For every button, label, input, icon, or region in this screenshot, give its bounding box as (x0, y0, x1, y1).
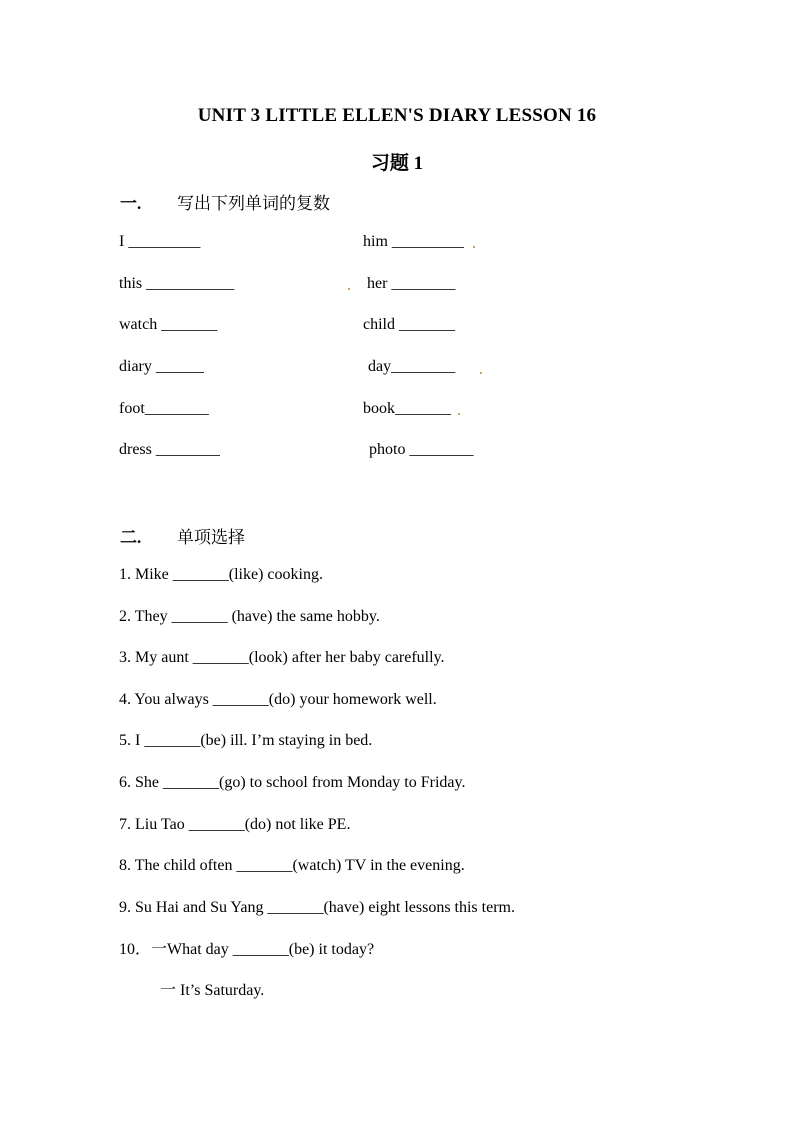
plural-item: book_______ (363, 400, 451, 417)
section-1-title: 写出下列单词的复数 (177, 194, 330, 213)
plural-item: this ___________ (119, 275, 235, 292)
question-item: 8. The child often _______(watch) TV in the evening. (119, 857, 465, 874)
section-2-heading (120, 523, 245, 548)
plural-item: child _______ (363, 316, 455, 333)
scan-speck (480, 372, 482, 374)
scan-speck (458, 413, 460, 415)
plural-item: foot________ (119, 400, 209, 417)
page-title: UNIT 3 LITTLE ELLEN'S DIARY LESSON 16 (197, 105, 597, 126)
scan-speck (473, 246, 475, 248)
section-2-number: 二. (120, 528, 142, 547)
plural-item: him _________ (363, 233, 464, 250)
question-item: 7. Liu Tao _______(do) not like PE. (119, 816, 351, 833)
plural-item: dress ________ (119, 441, 220, 458)
question-item: 3. My aunt _______(look) after her baby carefully. (119, 649, 445, 666)
question-item: 4. You always _______(do) your homework well. (119, 691, 437, 708)
question-item: 6. She _______(go) to school from Monday to Friday. (119, 774, 466, 791)
section-1-heading (120, 189, 330, 214)
question-item: 10．一What day _______(be) it today? (119, 941, 375, 958)
section-1-number: 一. (120, 194, 142, 213)
plural-item: photo ________ (369, 441, 474, 458)
question-item: 1. Mike _______(like) cooking. (119, 566, 323, 583)
question-item: 9. Su Hai and Su Yang _______(have) eight lessons this term. (119, 899, 515, 916)
plural-item: I _________ (119, 233, 201, 250)
plural-item: her ________ (367, 275, 456, 292)
question-item: 5. I _______(be) ill. I’m staying in bed. (119, 732, 373, 749)
scan-speck (348, 288, 350, 290)
section-2-title: 单项选择 (177, 528, 245, 547)
question-item: 2. They _______ (have) the same hobby. (119, 608, 380, 625)
plural-item: day________ (368, 358, 456, 375)
page-subtitle: 习题 1 (370, 153, 424, 174)
plural-item: diary ______ (119, 358, 204, 375)
question-answer-line: 一 It’s Saturday. (160, 982, 265, 999)
plural-item: watch _______ (119, 316, 218, 333)
